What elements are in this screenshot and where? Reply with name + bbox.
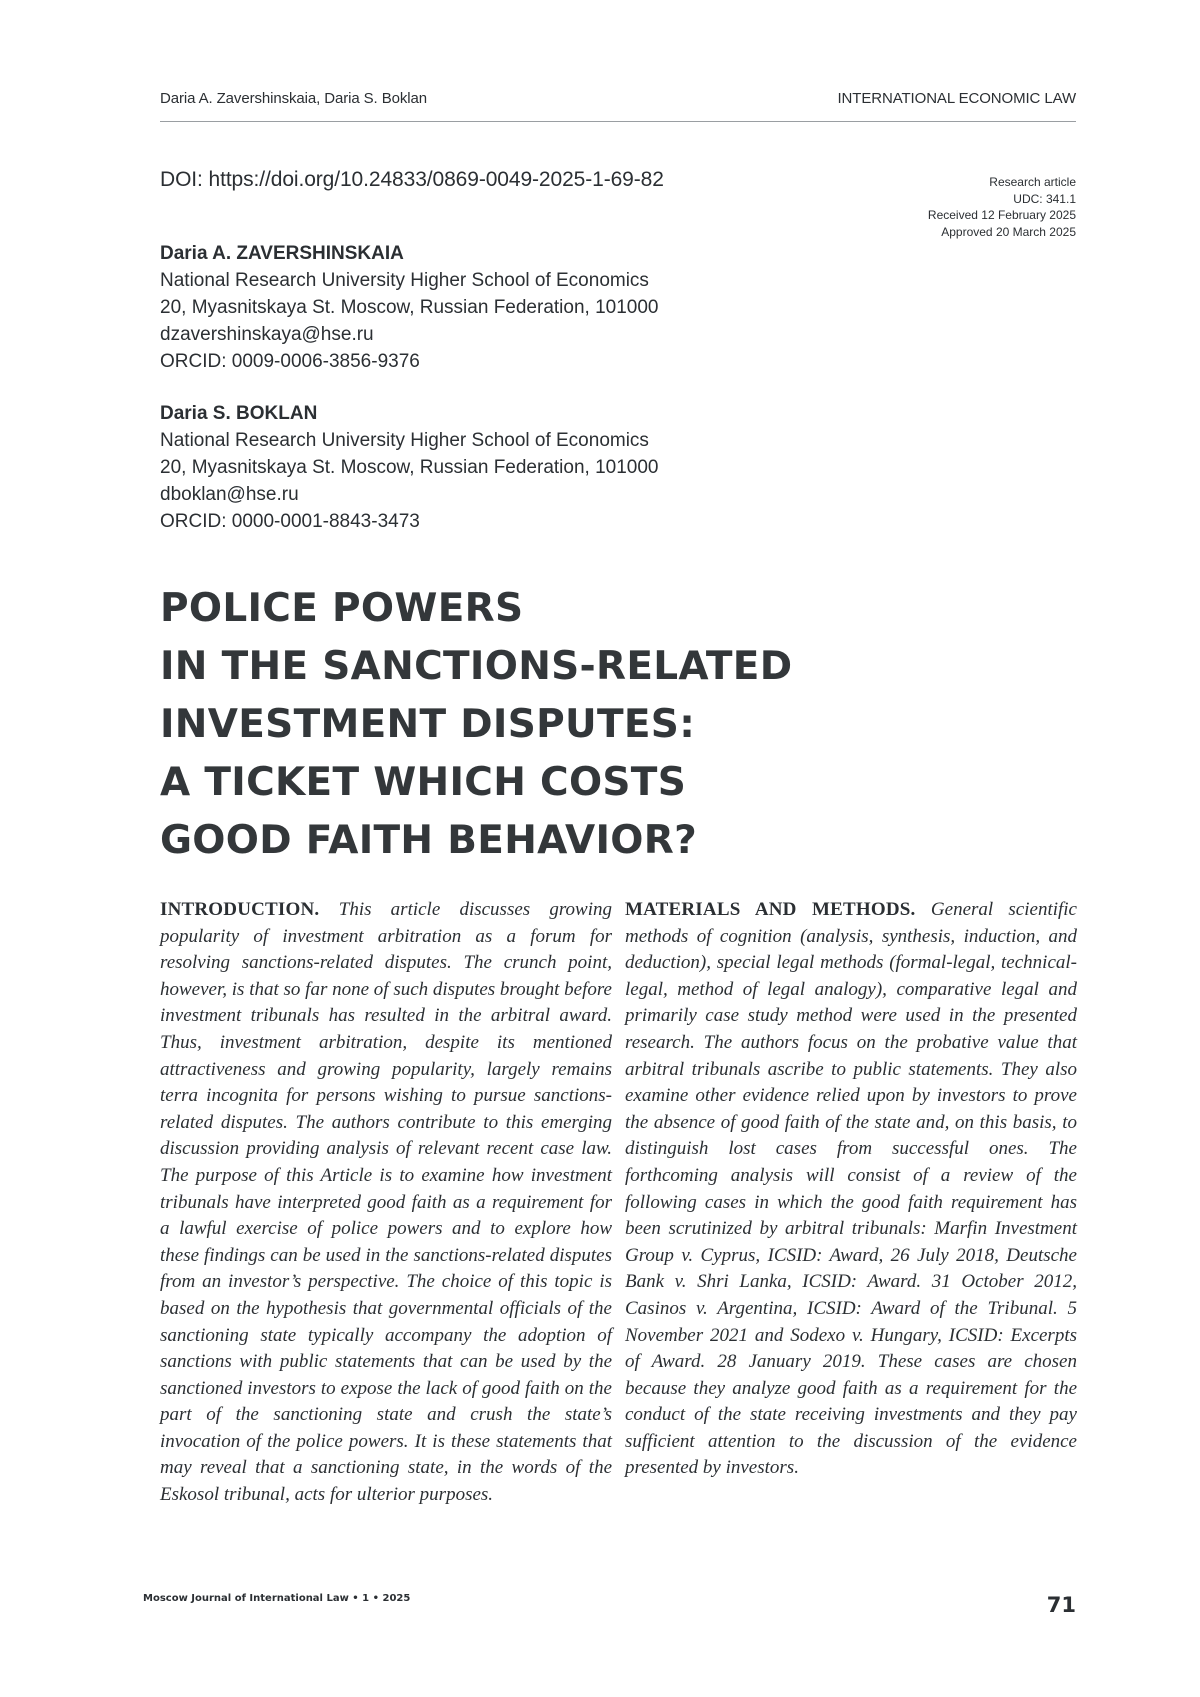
approved-date: Approved 20 March 2025 [941, 224, 1076, 239]
article-meta [928, 174, 1076, 240]
abstract-columns [160, 897, 1077, 1509]
abstract-introduction [160, 897, 612, 1509]
received-date: Received 12 February 2025 [927, 208, 1076, 222]
title-line: INVESTMENT DISPUTES: [160, 702, 696, 747]
article-type: Research article [989, 175, 1076, 189]
title-line: IN THE SANCTIONS-RELATED [160, 644, 793, 689]
section-heading: MATERIALS AND METHODS. [625, 899, 931, 920]
section-body: This article discusses growing popularity of investment arbitration as a forum for resolving sanctions-related disputes. The crunch point, however, is that so far none of such disputes brought before investment tribunals has resulted in the arbitral award. Thus, investment arbitration, despite its mentioned attractiveness and growing popularity, largely remains terra incognita for persons wishing to pursue sanctions-related disputes. The authors contribute to this emerging discussion providing analysis of relevant recent case law. The purpose of this Article is to examine how investment tribunals have interpreted good faith as a requirement for a lawful exercise of police powers and to explore how these findings can be used in the sanctions-related disputes from an investor’s perspective. The choice of this topic is based on the hypothesis that governmental officials of the sanctioning state typically accompany the adoption of sanctions with public statements that can be used by the sanctioned investors to expose the lack of good faith on the part of the sanctioning state and crush the state’s invocation of the police powers. It is these statements that may reveal that a sanctioning state, in the words of the Eskosol tribunal, acts for ulterior purposes. [160, 899, 612, 1506]
running-head-section: INTERNATIONAL ECONOMIC LAW [837, 90, 1076, 107]
title-line: GOOD FAITH BEHAVIOR? [160, 818, 697, 863]
doi-link[interactable]: DOI: https://doi.org/10.24833/0869-0049-2025-1-69-82 [160, 168, 664, 191]
author-orcid: ORCID: 0000-0001-8843-3473 [160, 511, 420, 532]
author-email[interactable]: dzavershinskaya@hse.ru [160, 324, 374, 345]
author-email[interactable]: dboklan@hse.ru [160, 484, 299, 505]
author-name: Daria A. ZAVERSHINSKAIA [160, 243, 404, 264]
section-body: General scientific methods of cognition (analysis, synthesis, induction, and deduction), special legal methods (formal-legal, technical-legal, method of legal analogy), comparative legal and primarily case study method were used in the presented research. The authors focus on the probative value that arbitral tribunals ascribe to public statements. They also examine other evidence relied upon by investors to prove the absence of good faith of the state and, on this basis, to distinguish lost cases from successful ones. The forthcoming analysis will consist of a review of the following cases in which the good faith requirement has been scrutinized by arbitral tribunals: Marfin Investment Group v. Cyprus, ICSID: Award, 26 July 2018, Deutsche Bank v. Shri Lanka, ICSID: Award. 31 October 2012, Casinos v. Argentina, ICSID: Award of the Tribunal. 5 November 2021 and Sodexo v. Hungary, ICSID: Excerpts of Award. 28 January 2019. These cases are chosen because they analyze good faith as a requirement for the conduct of the state receiving investments and they pay sufficient attention to the discussion of the evidence presented by investors. [625, 899, 1077, 1479]
article-title [160, 580, 1060, 870]
running-head [160, 90, 1076, 107]
section-heading: INTRODUCTION. [160, 899, 339, 920]
abstract-methods [625, 897, 1077, 1509]
author-affiliation: National Research University Higher School of Economics [160, 430, 649, 451]
udc-code: UDC: 341.1 [1013, 191, 1076, 206]
header-rule [160, 121, 1076, 122]
author-block-2 [160, 400, 860, 535]
author-address: 20, Myasnitskaya St. Moscow, Russian Federation, 101000 [160, 457, 659, 478]
footer-journal: Moscow Journal of International Law • 1 • 2025 [143, 1593, 411, 1604]
author-name: Daria S. BOKLAN [160, 403, 318, 424]
title-line: A TICKET WHICH COSTS [160, 760, 687, 805]
title-line: POLICE POWERS [160, 586, 524, 631]
author-address: 20, Myasnitskaya St. Moscow, Russian Federation, 101000 [160, 297, 659, 318]
author-affiliation: National Research University Higher School of Economics [160, 270, 649, 291]
author-block-1 [160, 240, 860, 375]
running-head-authors: Daria A. Zavershinskaia, Daria S. Boklan [160, 90, 427, 107]
page-number: 71 [1046, 1593, 1076, 1617]
author-orcid: ORCID: 0009-0006-3856-9376 [160, 351, 420, 372]
